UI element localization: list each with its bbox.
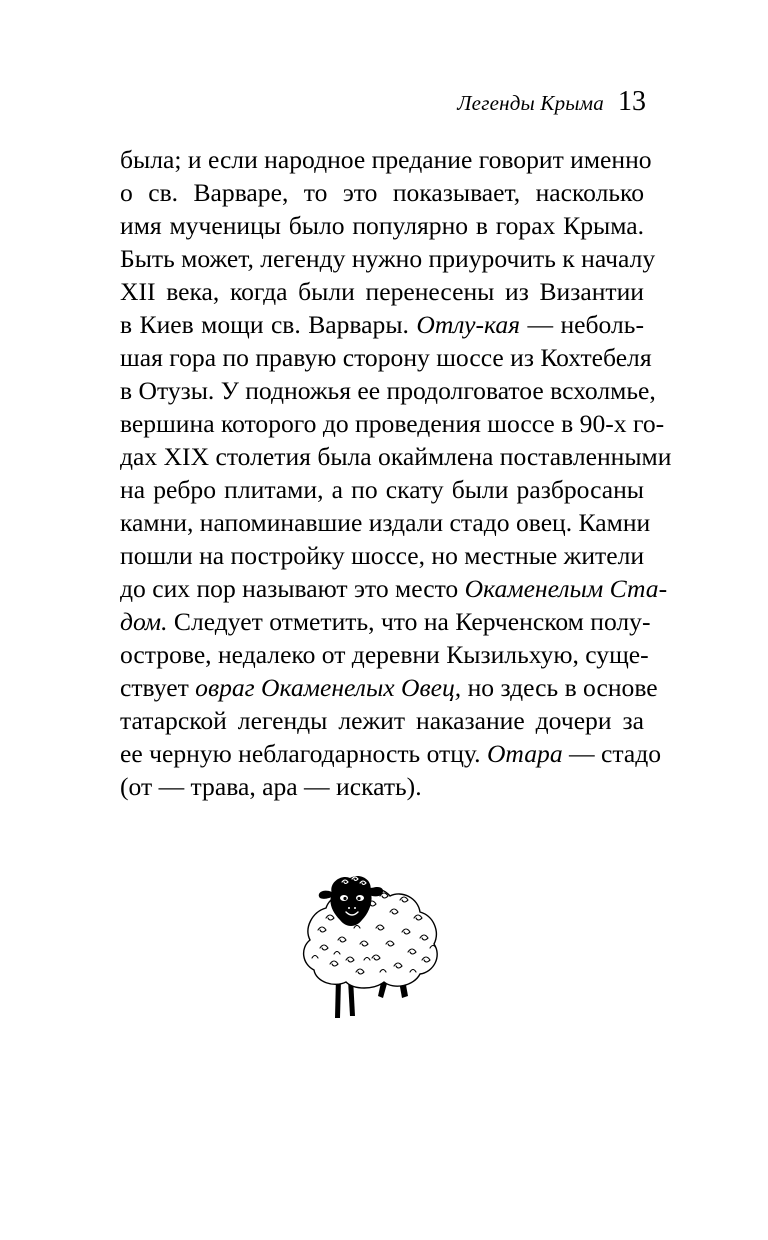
- sheep-icon: [290, 868, 450, 1028]
- text-line: пошли на постройку шоссе, но местные жители: [120, 541, 645, 570]
- italic-term: Окаменелым Ста-: [464, 574, 668, 603]
- running-title: Легенды Крыма: [457, 91, 604, 115]
- italic-term: Отлу-кая: [416, 310, 521, 339]
- text-line: вершина которого до проведения шоссе в 90-х го-: [120, 409, 665, 438]
- text-line: в Отузы. У подножья ее продолговатое всхолмье,: [120, 376, 656, 405]
- text-line: ствует овраг Окаменелых Овец, но здесь в основе: [120, 673, 658, 702]
- body-text: [120, 143, 672, 803]
- text-line: XII века, когда были перенесены из Византии: [120, 277, 644, 306]
- text-line: ее черную неблагодарность отцу. Отара — стадо: [120, 739, 662, 768]
- text-line: была; и если народное предание говорит именно: [120, 145, 652, 174]
- text-line: на ребро плитами, а по скату были разбросаны: [120, 475, 644, 504]
- text-line: (от — трава, ара — искать).: [120, 772, 422, 801]
- text-line: камни, напоминавшие издали стадо овец. Камни: [120, 508, 651, 537]
- running-header: [457, 86, 646, 126]
- text-line: дах XIX столетия была окаймлена поставленными: [120, 442, 672, 471]
- italic-term: Отара: [486, 739, 563, 768]
- text-line: Быть может, легенду нужно приурочить к началу: [120, 244, 656, 273]
- text-line: шая гора по правую сторону шоссе из Кохтебеля: [120, 343, 652, 372]
- text-line: дом. Следует отметить, что на Керченском полу-: [120, 607, 651, 636]
- text-line: о св. Варваре, то это показывает, насколько: [120, 178, 644, 207]
- italic-term: овраг Окаменелых Овец,: [195, 673, 462, 702]
- text-line: татарской легенды лежит наказание дочери за: [120, 706, 644, 735]
- text-line: имя мученицы было популярно в горах Крыма.: [120, 211, 644, 240]
- italic-term: дом.: [120, 607, 168, 636]
- text-line: острове, недалеко от деревни Кызильхую, суще-: [120, 640, 649, 669]
- text-line: до сих пор называют это место Окаменелым Ста-: [120, 574, 668, 603]
- sheep-illustration: [290, 868, 450, 1028]
- text-line: в Киев мощи св. Варвары. Отлу-кая — неболь-: [120, 310, 644, 339]
- page-number: 13: [618, 86, 646, 117]
